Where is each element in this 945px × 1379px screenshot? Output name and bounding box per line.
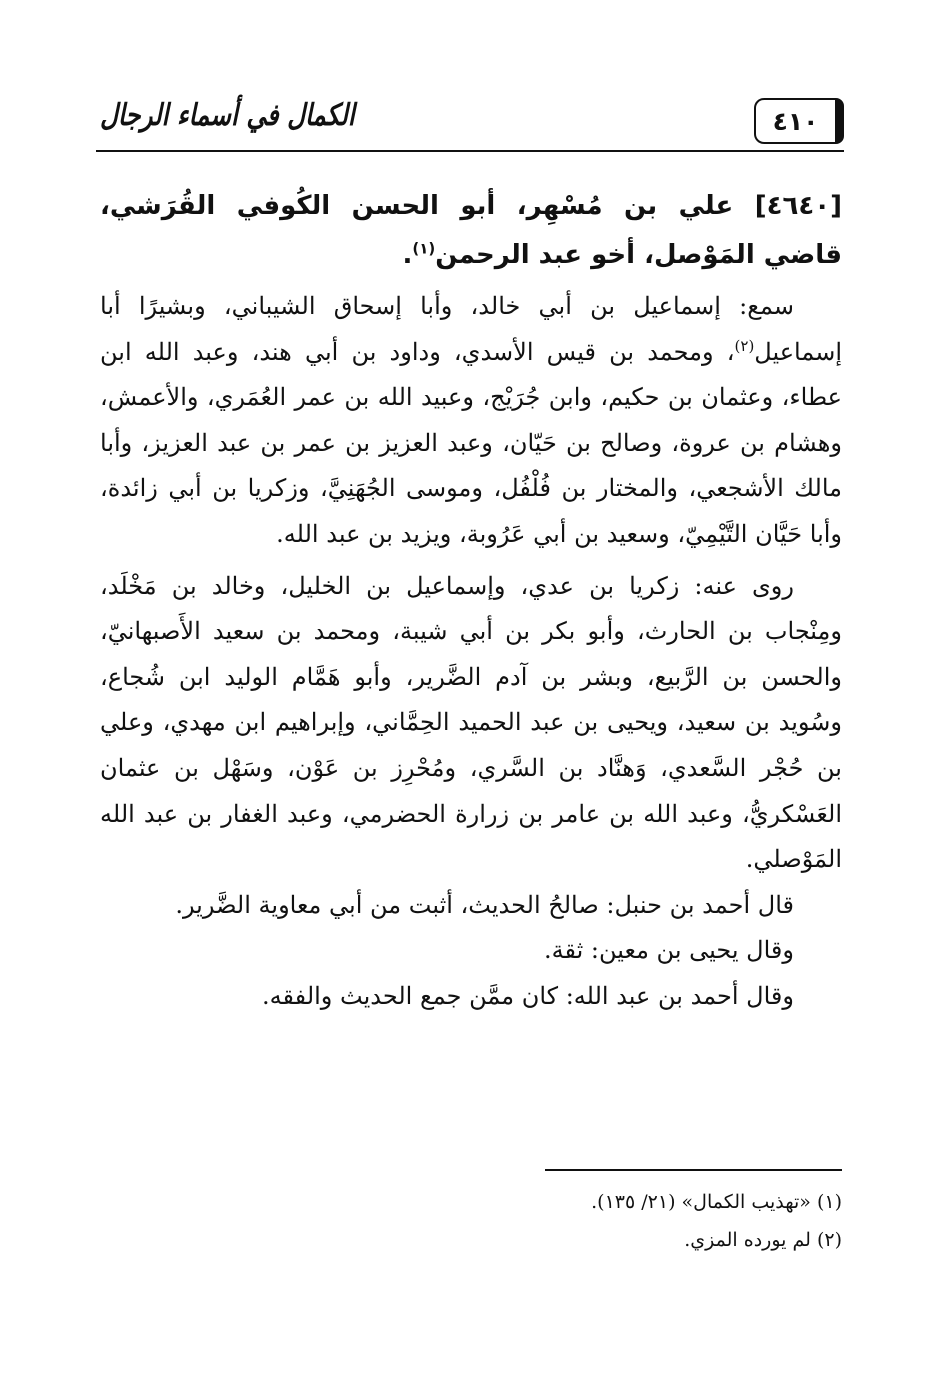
header-divider (96, 150, 844, 152)
quote-yahya-ibn-main: وقال يحيى بن معين: ثقة. (543, 936, 794, 965)
footnote-1: (١) «تهذيب الكمال» (٢١/ ١٣٥). (591, 1191, 842, 1213)
quote-ahmad-ibn-abdullah: وقال أحمد بن عبد الله: كان ممَّن جمع الحديث والفقه. (262, 981, 794, 1010)
heard-from-text-b: ، ومحمد بن قيس الأسدي، وداود بن أبي هند، وعبد الله ابن عطاء، وعثمان بن حكيم، وابن جُرَيْج، وعبيد الله بن عمر العُمَري، والأعمش، وهشام بن عروة، وصالح بن حَيّان، وعبد العزيز بن عمر بن عبد العزيز، وأبا مالك الأشجعي، والمختار بن فُلْفُل، وموسى الجُهَنِيَّ، وزكريا بن أبي زائدة، وأبا حَيَّان التَّيْمِيّ، وسعيد بن أبي عَرُوبة، ويزيد بن عبد الله. (100, 337, 842, 548)
page-body (100, 182, 842, 1020)
quote-ahmad-ibn-hanbal: قال أحمد بن حنبل: صالحُ الحديث، أثبت من أبي معاوية الضَّرير. (175, 890, 794, 919)
footnote-ref-2: (٢) (734, 336, 755, 355)
entry-heading-text: [٤٦٤٠] علي بن مُسْهِر، أبو الحسن الكُوفي القُرَشي، قاضي المَوْصل، أخو عبد الرحمن (100, 191, 842, 270)
footnotes (400, 1183, 842, 1259)
entry-heading-end: . (402, 240, 413, 270)
heard-from-text-a: سمع: إسماعيل بن أبي خالد، وأبا إسحاق الشيباني، وبشيرًا أبا إسماعيل (100, 292, 842, 366)
footnote-ref-1: (١) (412, 239, 436, 258)
page-header (96, 92, 844, 148)
entry-heading (100, 182, 842, 280)
paragraph-narrated-by: روى عنه: زكريا بن عدي، وإسماعيل بن الخليل، وخالد بن مَخْلَد، ومِنْجاب بن الحارث، وأبو بكر بن أبي شيبة، ومحمد بن سعيد الأَصبهانيّ، والحسن بن الرَّبيع، وبشر بن آدم الضَّرير، وأبو هَمَّام الوليد ابن شُجاع، وسُويد بن سعيد، ويحيى بن عبد الحميد الحِمَّاني، وإبراهيم ابن مهدي، وعلي بن حُجْر السَّعدي، وَهنَّاد بن السَّري، ومُحْرِز بن عَوْن، وسَهْل بن عثمان العَسْكريُّ، وعبد الله بن عامر بن زرارة الحضرمي، وعبد الغفار بن عبد الله المَوْصلي. (100, 571, 842, 874)
footnote-2: (٢) لم يورده المزي. (684, 1229, 842, 1251)
footnote-divider (545, 1169, 842, 1171)
page-number: ٤١٠ (754, 98, 844, 144)
paragraph-heard-from (100, 284, 842, 558)
book-title: الكمال في أسماء الرجال (100, 98, 355, 133)
